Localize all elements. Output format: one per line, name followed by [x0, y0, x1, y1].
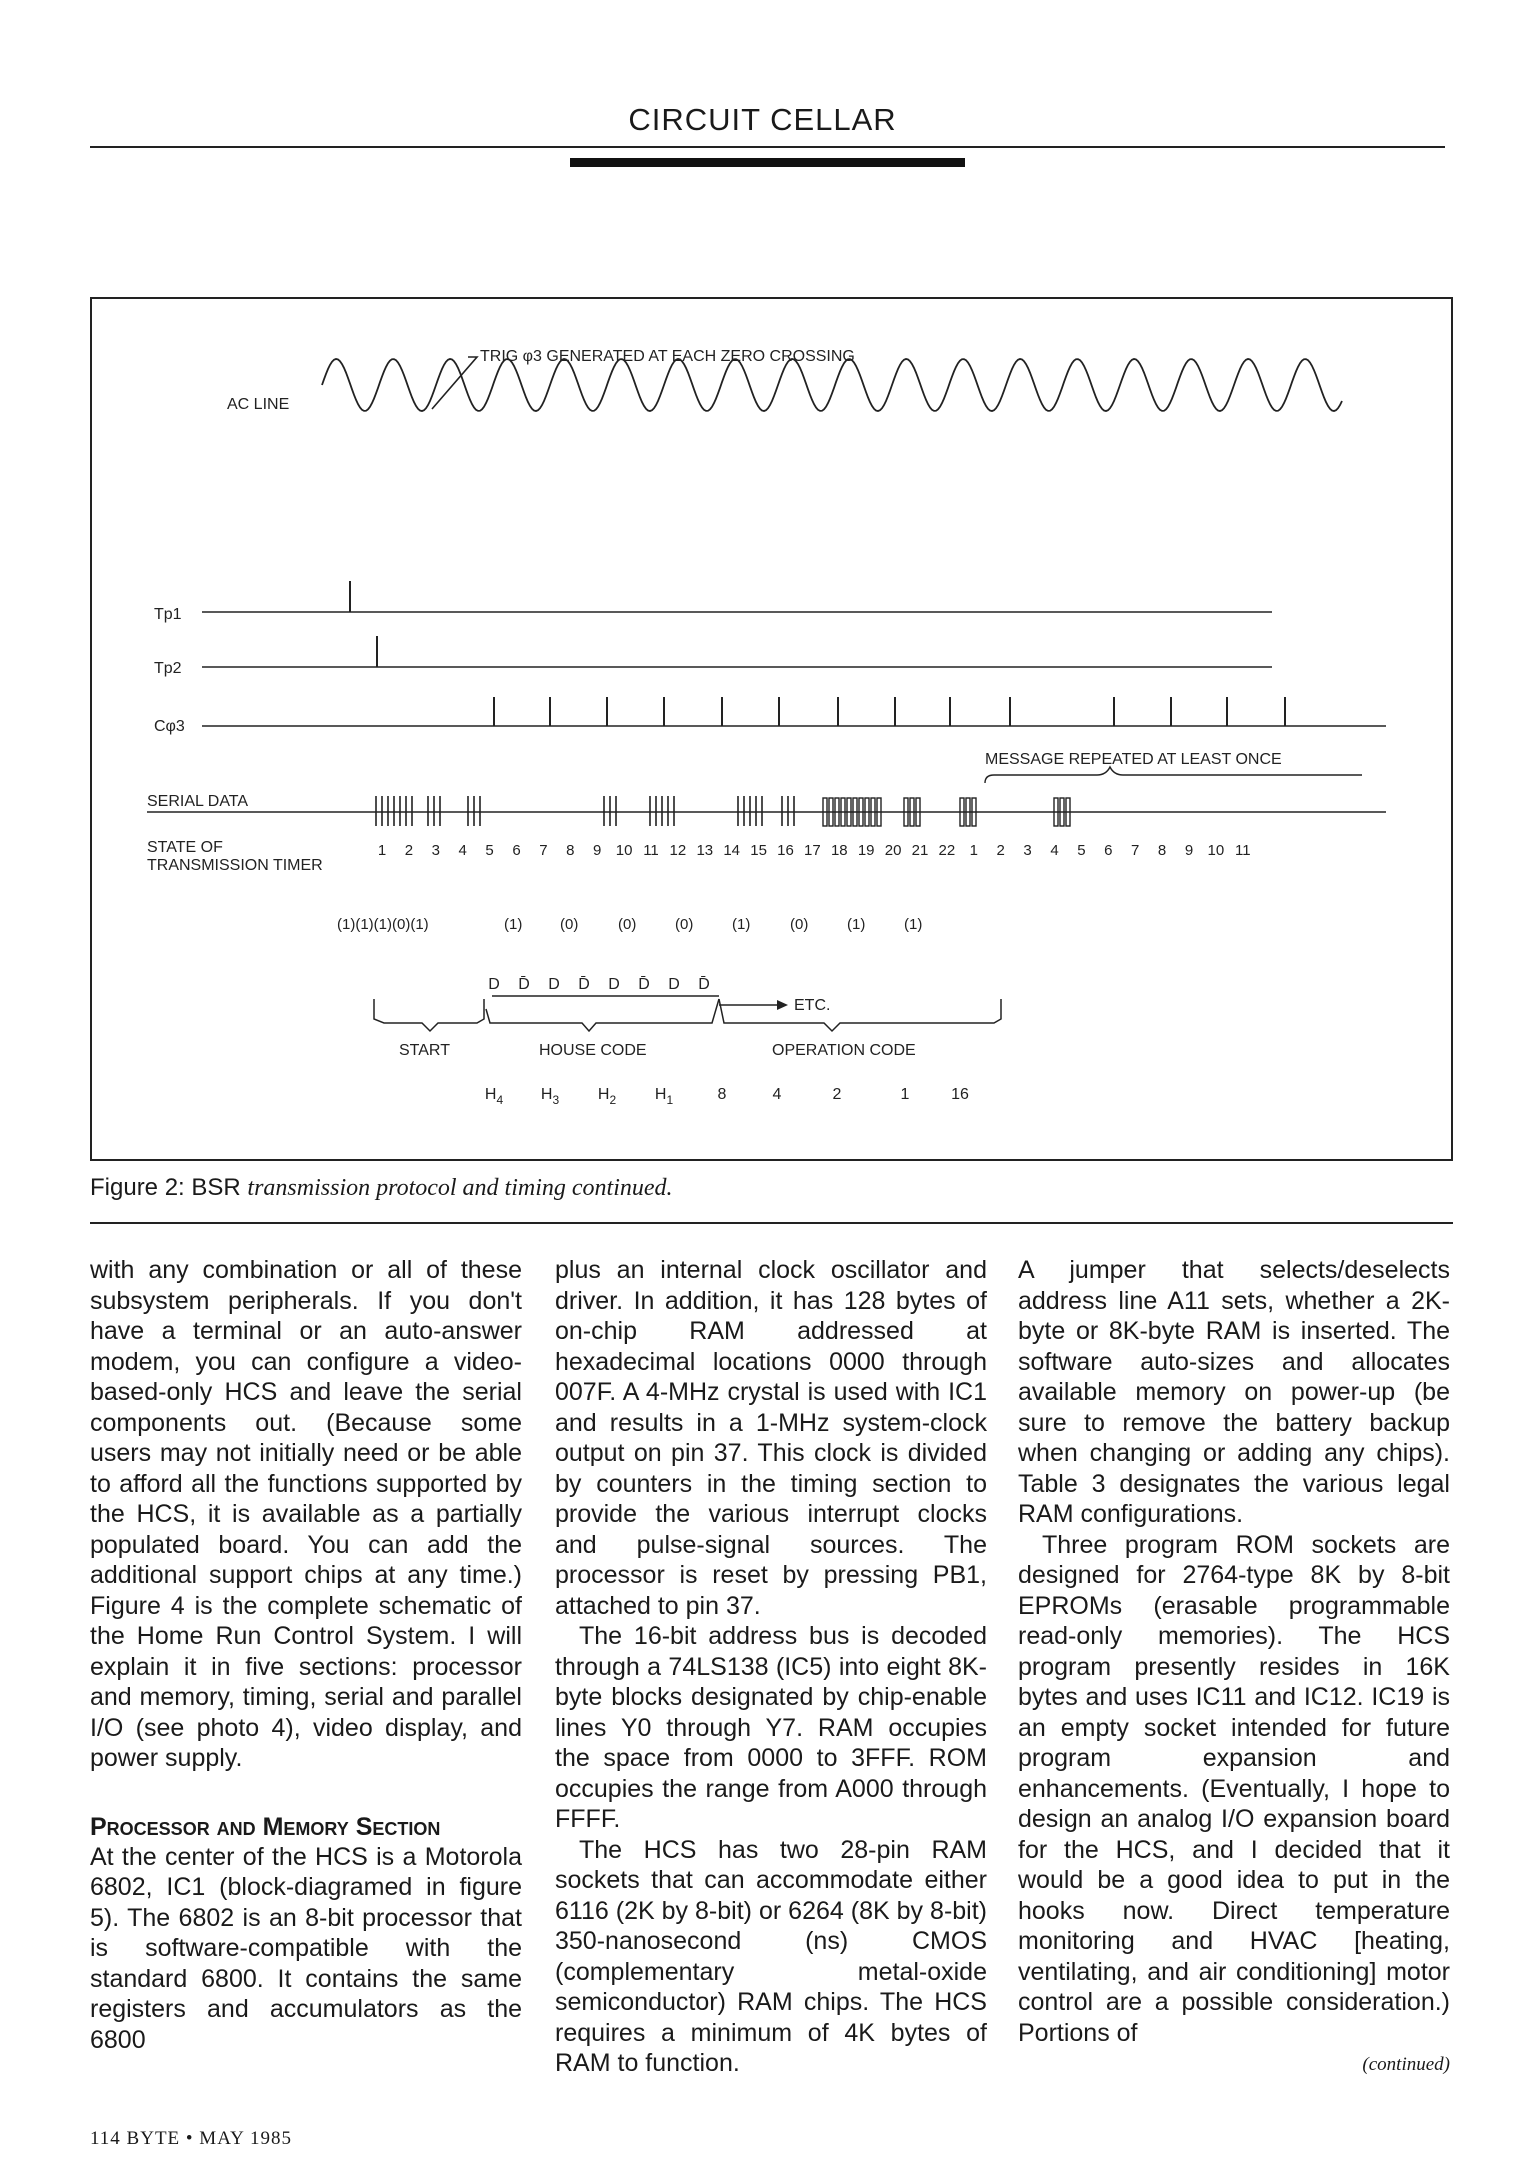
bit-weights: [485, 1086, 969, 1107]
d-label-3: D: [548, 976, 560, 993]
operation-code-brace: [719, 999, 1001, 1031]
d-label-6: D̄: [638, 976, 650, 993]
col2-paragraph-3: The HCS has two 28-pin RAM sockets that can accommodate either 6116 (2K by 8-bit) or 6264 (8K by 8-bit) 350-nanosecond (ns) CMOS (complementary metal-oxide semiconductor) RAM chips. The HCS requires a minimum of 4K bytes of RAM to function.: [555, 1835, 987, 2077]
timer-state-7: 7: [539, 842, 548, 859]
timer-state-26: 4: [1050, 842, 1059, 859]
timer-state-17: 17: [804, 842, 821, 859]
bit-value-8: (1): [847, 916, 866, 933]
timer-state-1: 1: [377, 842, 387, 859]
timer-state-22: 22: [938, 842, 956, 859]
state-label-line1: STATE OF: [147, 839, 223, 856]
col2-paragraph-1: plus an internal clock oscillator and driver. In addition, it has 128 bytes of on-chip RAM addressed at hexadecimal locations 0000 through 007F. A 4-MHz crystal is used with IC1 and results in a 1-MHz system-clock output on pin 37. This clock is divided by counters in the timing section to provide the various interrupt clocks and pulse-signal sources. The processor is reset by pressing PB1, attached to pin 37.: [555, 1256, 987, 1620]
caption-text: transmission protocol and timing continued.: [247, 1175, 673, 1201]
bit-weight-8: 1: [900, 1086, 910, 1103]
bit-value-3: (0): [560, 916, 579, 933]
house-code-label: HOUSE CODE: [539, 1042, 647, 1059]
message-brace: [985, 767, 1362, 783]
caption-rule: [90, 1222, 1453, 1224]
figure-2-timing-diagram: [90, 297, 1453, 1161]
d-label-4: D̄: [578, 976, 590, 993]
timer-state-32: 10: [1207, 842, 1225, 859]
timer-state-20: 20: [884, 842, 902, 859]
header-thick-bar: [570, 158, 965, 167]
tp2-label: Tp2: [154, 660, 182, 677]
etc-arrow-head: [777, 1000, 788, 1010]
timer-state-16: 16: [777, 842, 794, 859]
d-labels: [488, 976, 710, 993]
timing-diagram-svg: [92, 299, 1451, 1159]
bit-value-1: (1)(1)(1)(0)(1): [337, 916, 429, 933]
timer-state-12: 12: [669, 842, 687, 859]
bit-value-6: (1): [732, 916, 751, 933]
col3-paragraph-2: Three program ROM sockets are designed for 2764-type 8K by 8-bit EPROMs (erasable programmable read-only memories). The HCS program presently resides in 16K bytes and uses IC11 and IC12. IC19 is an empty socket intended for future program expansion and enhancements. (Eventually, I hope to design an analog I/O expansion board for the HCS, and I decided that it would be a good idea to put in the hooks now. Direct temperature monitoring and HVAC [heating, ventilating, and air conditioning] motor control are a possible consideration.) Portions of: [1018, 1530, 1450, 2047]
timer-state-27: 5: [1077, 842, 1086, 859]
timer-state-31: 9: [1184, 842, 1194, 859]
bit-weight-1: $H_4$: [484, 1086, 504, 1107]
d-label-2: D̄: [518, 976, 530, 993]
timer-state-24: 2: [996, 842, 1005, 859]
d-label-5: D: [608, 976, 620, 993]
timer-state-5: 5: [485, 842, 494, 859]
c3-label: Cφ3: [154, 718, 185, 735]
bit-weight-6: 4: [772, 1086, 782, 1103]
serial-data-label: SERIAL DATA: [147, 793, 249, 810]
start-brace: [374, 999, 484, 1031]
timer-state-33: 11: [1235, 842, 1251, 859]
bit-weight-3: $H_2$: [597, 1086, 617, 1107]
timer-state-10: 10: [615, 842, 633, 859]
column-3: [1018, 1255, 1450, 2081]
bit-values: [337, 916, 922, 933]
timer-state-4: 4: [458, 842, 467, 859]
figure-caption: [90, 1174, 673, 1202]
timer-state-21: 21: [911, 842, 929, 859]
timer-state-3: 3: [431, 842, 440, 859]
timer-state-11: 11: [643, 842, 659, 859]
bit-weight-7: 2: [832, 1086, 842, 1103]
continued-note: (continued): [1362, 2054, 1450, 2075]
timer-state-8: 8: [566, 842, 575, 859]
caption-acronym: BSR: [191, 1174, 241, 1201]
timer-state-2: 2: [404, 842, 414, 859]
column-1: [90, 1255, 522, 2055]
bit-weight-4: $H_1$: [654, 1086, 674, 1107]
caption-label: Figure 2:: [90, 1174, 185, 1201]
d-label-1: D: [488, 976, 500, 993]
d-label-8: D̄: [698, 976, 710, 993]
ac-line-label: AC LINE: [227, 396, 290, 413]
bit-weight-2: $H_3$: [540, 1086, 560, 1107]
c3-pulses: [494, 697, 1285, 726]
timer-state-numbers: [378, 842, 1251, 859]
serial-data-bursts: [376, 796, 1070, 826]
house-code-brace: [486, 999, 719, 1031]
running-header: CIRCUIT CELLAR: [628, 102, 897, 137]
annotation-label: TRIG φ3 GENERATED AT EACH ZERO CROSSING: [480, 348, 855, 365]
timer-state-28: 6: [1104, 842, 1113, 859]
section-heading: Processor and Memory Section: [90, 1812, 441, 1841]
state-label-line2: TRANSMISSION TIMER: [147, 857, 323, 874]
col1-paragraph-2: At the center of the HCS is a Motorola 6802, IC1 (block-diagramed in figure 5). The 6802 is an 8-bit processor that is software-compatible with the standard 6800. It contains the same registers and accumulators as the 6800: [90, 1842, 522, 2054]
timer-state-14: 14: [723, 842, 741, 859]
timer-state-23: 1: [969, 842, 978, 859]
timer-state-29: 7: [1131, 842, 1140, 859]
timer-state-18: 18: [830, 842, 848, 859]
operation-code-label: OPERATION CODE: [772, 1042, 916, 1059]
bit-value-2: (1): [504, 916, 523, 933]
bit-weight-9: 16: [951, 1086, 969, 1103]
bit-value-5: (0): [675, 916, 694, 933]
tp1-label: Tp1: [154, 606, 182, 623]
timer-state-19: 19: [857, 842, 875, 859]
bit-weight-5: 8: [717, 1086, 727, 1103]
timer-state-30: 8: [1157, 842, 1167, 859]
col1-paragraph-1: with any combination or all of these subsystem peripherals. If you don't have a terminal or an auto-answer modem, you can configure a video-based-only HCS and leave the serial components out. (Because some users may not initially need or be able to afford all the functions supported by the HCS, it is available as a partially populated board. You can add the additional support chips at any time.) Figure 4 is the complete schematic of the Home Run Control System. I will explain it in five sections: processor and memory, timing, serial and parallel I/O (see photo 4), video display, and power supply.: [90, 1256, 522, 1772]
timer-state-6: 6: [512, 842, 521, 859]
col3-paragraph-1: A jumper that selects/deselects address line A11 sets, whether a 2K-byte or 8K-byte RAM is inserted. The software auto-sizes and allocates available memory on power-up (be sure to remove the battery backup when changing or adding any chips). Table 3 designates the various legal RAM configurations.: [1018, 1256, 1450, 1528]
message-repeated-label: MESSAGE REPEATED AT LEAST ONCE: [985, 751, 1282, 768]
bit-value-9: (1): [904, 916, 923, 933]
col2-paragraph-2: The 16-bit address bus is decoded through a 74LS138 (IC5) into eight 8K-byte blocks designated by chip-enable lines Y0 through Y7. RAM occupies the space from 0000 to 3FFF. ROM occupies the range from A000 through FFFF.: [555, 1622, 987, 1833]
bit-value-4: (0): [618, 916, 637, 933]
etc-label: ETC.: [794, 997, 831, 1014]
page-footer: 114 BYTE • MAY 1985: [90, 2128, 292, 2149]
start-label: START: [399, 1042, 450, 1059]
d-label-7: D: [668, 976, 680, 993]
timer-state-13: 13: [696, 842, 714, 859]
header-rule: [90, 146, 1445, 148]
timer-state-15: 15: [750, 842, 767, 859]
column-2: [555, 1255, 987, 2079]
bit-value-7: (0): [790, 916, 809, 933]
timer-state-9: 9: [593, 842, 602, 859]
ac-line-waveform: [322, 359, 1342, 411]
timer-state-25: 3: [1023, 842, 1032, 859]
